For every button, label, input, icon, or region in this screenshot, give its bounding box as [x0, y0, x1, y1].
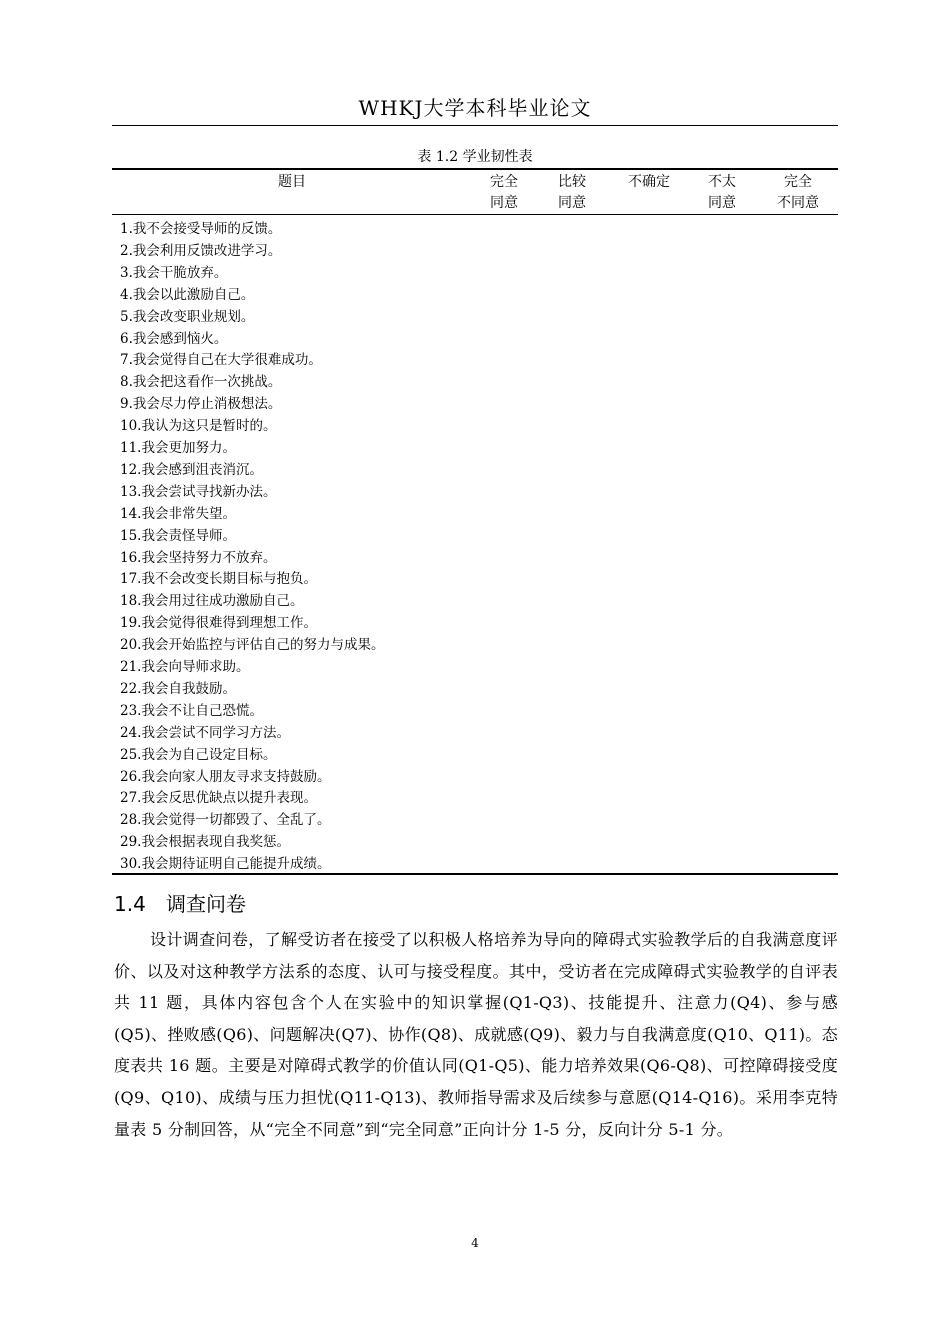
table-row: 17.我不会改变长期目标与抱负。 [120, 571, 317, 588]
table-row: 29.我会根据表现自我奖惩。 [120, 834, 290, 851]
table-row: 21.我会向导师求助。 [120, 659, 250, 675]
table-row: 11.我会更加努力。 [120, 440, 236, 456]
table-row: 2.我会利用反馈改进学习。 [120, 242, 282, 259]
table-row: 8.我会把这看作一次挑战。 [120, 374, 282, 391]
table-row: 30.我会期待证明自己能提升成绩。 [120, 856, 331, 873]
column-header-disagree [690, 172, 754, 214]
table-row: 7.我会觉得自己在大学很难成功。 [120, 352, 322, 369]
table-row: 3.我会干脆放弃。 [120, 264, 228, 281]
table-row: 19.我会觉得很难得到理想工作。 [120, 615, 317, 632]
table-row: 18.我会用过往成功激励自己。 [120, 593, 304, 610]
page-header-title: WHKJ大学本科毕业论文 [358, 96, 592, 120]
header-divider [112, 125, 838, 126]
column-header-line: 比较 [558, 174, 586, 190]
table-row: 26.我会向家人朋友寻求支持鼓励。 [120, 768, 331, 785]
table-row: 4.我会以此激励自己。 [120, 286, 255, 303]
column-header-agree [540, 172, 604, 214]
table-row: 28.我会觉得一切都毁了、全乱了。 [120, 812, 331, 829]
table-row: 22.我会自我鼓励。 [120, 680, 236, 697]
table-row: 20.我会开始监控与评估自己的努力与成果。 [120, 637, 385, 654]
column-header-line: 同意 [558, 195, 586, 211]
column-header-line: 完全 [490, 174, 518, 190]
column-header-uncertain [608, 172, 690, 193]
table-row: 14.我会非常失望。 [120, 505, 236, 522]
column-header-line: 同意 [490, 195, 518, 211]
table-row: 6.我会感到恼火。 [120, 330, 228, 347]
table-row: 10.我认为这只是暂时的。 [120, 418, 277, 435]
table-row: 24.我会尝试不同学习方法。 [120, 724, 290, 741]
section-title: 调查问卷 [166, 892, 246, 916]
column-header-item: 题目 [278, 174, 306, 190]
table-top-rule [112, 168, 838, 170]
table-bottom-rule [112, 873, 838, 875]
table-row: 25.我会为自己设定目标。 [120, 746, 277, 763]
table-row: 1.我不会接受导师的反馈。 [120, 221, 282, 237]
table-row: 13.我会尝试寻找新办法。 [120, 483, 277, 500]
column-header-line: 同意 [708, 195, 736, 211]
column-header-line: 不确定 [628, 174, 670, 190]
table-row: 27.我会反思优缺点以提升表现。 [120, 790, 317, 807]
table-caption: 表 1.2 学业韧性表 [417, 149, 533, 165]
table-row: 15.我会责怪导师。 [120, 527, 236, 544]
table-row: 16.我会坚持努力不放弃。 [120, 549, 277, 566]
column-header-line: 完全 [784, 174, 812, 190]
section-number: 1.4 [114, 892, 146, 916]
column-header-strongly-disagree [758, 172, 838, 214]
table-row: 23.我会不让自己恐慌。 [120, 702, 263, 719]
column-header-line: 不太 [708, 174, 736, 190]
body-paragraph: 设计调查问卷，了解受访者在接受了以积极人格培养为导向的障碍式实验教学后的自我满意度评价、以及对这种教学方法系的态度、认可与接受程度。其中，受访者在完成障碍式实验教学的自评表共 11 题，具体内容包含个人在实验中的知识掌握(Q1-Q3)、技能提升、注意力(Q4)、参与感(Q5)、挫败感(Q6)、问题解决(Q7)、协作(Q8)、成就感(Q9)、毅力与自我满意度(Q10、Q11)。态度表共 16 题。主要是对障碍式教学的价值认同(Q1-Q5)、能力培养效果(Q6-Q8)、可控障碍接受度(Q9、Q10)、成绩与压力担忧(Q11-Q13)、教师指导需求及后续参与意愿(Q14-Q16)。采用李克特量表 5 分制回答，从“完全不同意”到“完全同意”正向计分 1-5 分，反向计分 5-1 分。 [114, 930, 838, 1139]
table-row: 9.我会尽力停止消极想法。 [120, 396, 282, 413]
section-heading [114, 888, 246, 917]
table-row: 5.我会改变职业规划。 [120, 308, 255, 325]
column-header-strongly-agree [472, 172, 536, 214]
table-header-rule [112, 214, 838, 215]
column-header-line: 不同意 [777, 195, 819, 211]
table-row: 12.我会感到沮丧消沉。 [120, 461, 263, 478]
page-number: 4 [471, 1236, 479, 1250]
